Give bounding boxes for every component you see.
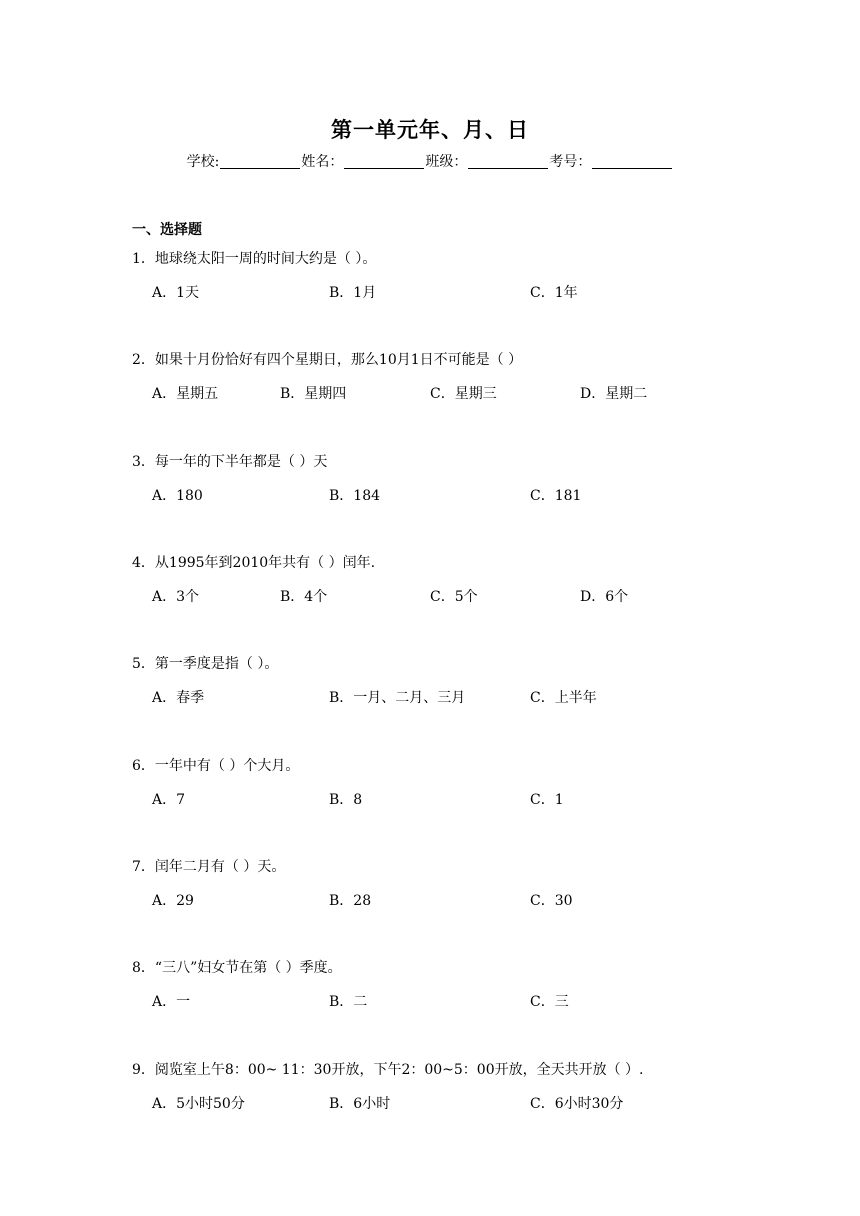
option-c[interactable]: C．181: [530, 488, 582, 504]
option-a[interactable]: A．180: [152, 488, 203, 504]
question-8: [132, 957, 832, 1017]
option-a[interactable]: A．29: [152, 893, 194, 909]
question-stem: 8．“三八”妇女节在第（ ）季度。: [132, 960, 342, 976]
exam-number-blank[interactable]: [592, 154, 672, 169]
option-d[interactable]: D．6个: [580, 589, 629, 605]
option-c[interactable]: C．上半年: [530, 690, 597, 706]
section-heading: 一、选择题: [132, 222, 202, 238]
option-b[interactable]: B．星期四: [280, 386, 347, 402]
question-stem: 6．一年中有（ ）个大月。: [132, 758, 300, 774]
question-stem: 5．第一季度是指（ ）。: [132, 656, 279, 672]
question-9: [132, 1059, 832, 1119]
option-a[interactable]: A．5小时50分: [152, 1096, 245, 1112]
class-label: 班级：: [425, 154, 468, 170]
name-blank[interactable]: [344, 154, 424, 169]
option-c[interactable]: C．星期三: [430, 386, 497, 402]
option-a[interactable]: A．3个: [152, 589, 200, 605]
name-label: 姓名：: [301, 154, 344, 170]
option-b[interactable]: B．28: [329, 893, 372, 909]
option-a[interactable]: A．春季: [152, 690, 205, 706]
question-stem: 3．每一年的下半年都是（ ）天: [132, 454, 328, 470]
question-5: [132, 653, 832, 713]
question-2: [132, 349, 832, 409]
question-stem: 2．如果十月份恰好有四个星期日，那么10月1日不可能是（ ）: [132, 352, 523, 368]
question-stem: 1．地球绕太阳一周的时间大约是（ ）。: [132, 251, 377, 267]
option-a[interactable]: A．星期五: [152, 386, 219, 402]
question-stem: 9．阅览室上午8：00~ 11：30开放，下午2：00~5：00开放，全天共开放（ ）.: [132, 1062, 644, 1078]
school-blank[interactable]: [220, 154, 300, 169]
option-c[interactable]: C．1: [530, 792, 564, 808]
question-4: [132, 552, 832, 612]
option-b[interactable]: B．二: [329, 994, 368, 1010]
school-label: 学校:: [186, 154, 220, 170]
option-b[interactable]: B．6小时: [329, 1096, 391, 1112]
option-a[interactable]: A．1天: [152, 285, 200, 301]
option-c[interactable]: C．1年: [530, 285, 578, 301]
page-title: 第一单元年、月、日: [331, 117, 529, 142]
option-c[interactable]: C．30: [530, 893, 573, 909]
question-1: [132, 248, 832, 308]
option-b[interactable]: B．1月: [329, 285, 377, 301]
option-c[interactable]: C．5个: [430, 589, 478, 605]
class-blank[interactable]: [468, 154, 548, 169]
option-a[interactable]: A．7: [152, 792, 186, 808]
option-b[interactable]: B．4个: [280, 589, 328, 605]
option-a[interactable]: A．一: [152, 994, 191, 1010]
option-b[interactable]: B．8: [329, 792, 363, 808]
question-stem: 7．闰年二月有（ ）天。: [132, 859, 286, 875]
option-d[interactable]: D．星期二: [580, 386, 648, 402]
option-c[interactable]: C．三: [530, 994, 569, 1010]
question-6: [132, 755, 832, 815]
student-info-line: [0, 151, 860, 171]
option-c[interactable]: C．6小时30分: [530, 1096, 624, 1112]
exam-number-label: 考号：: [549, 154, 592, 170]
option-b[interactable]: B．184: [329, 488, 381, 504]
question-3: [132, 451, 832, 511]
option-b[interactable]: B．一月、二月、三月: [329, 690, 466, 706]
question-7: [132, 856, 832, 916]
question-stem: 4．从1995年到2010年共有（ ）闰年.: [132, 555, 376, 571]
